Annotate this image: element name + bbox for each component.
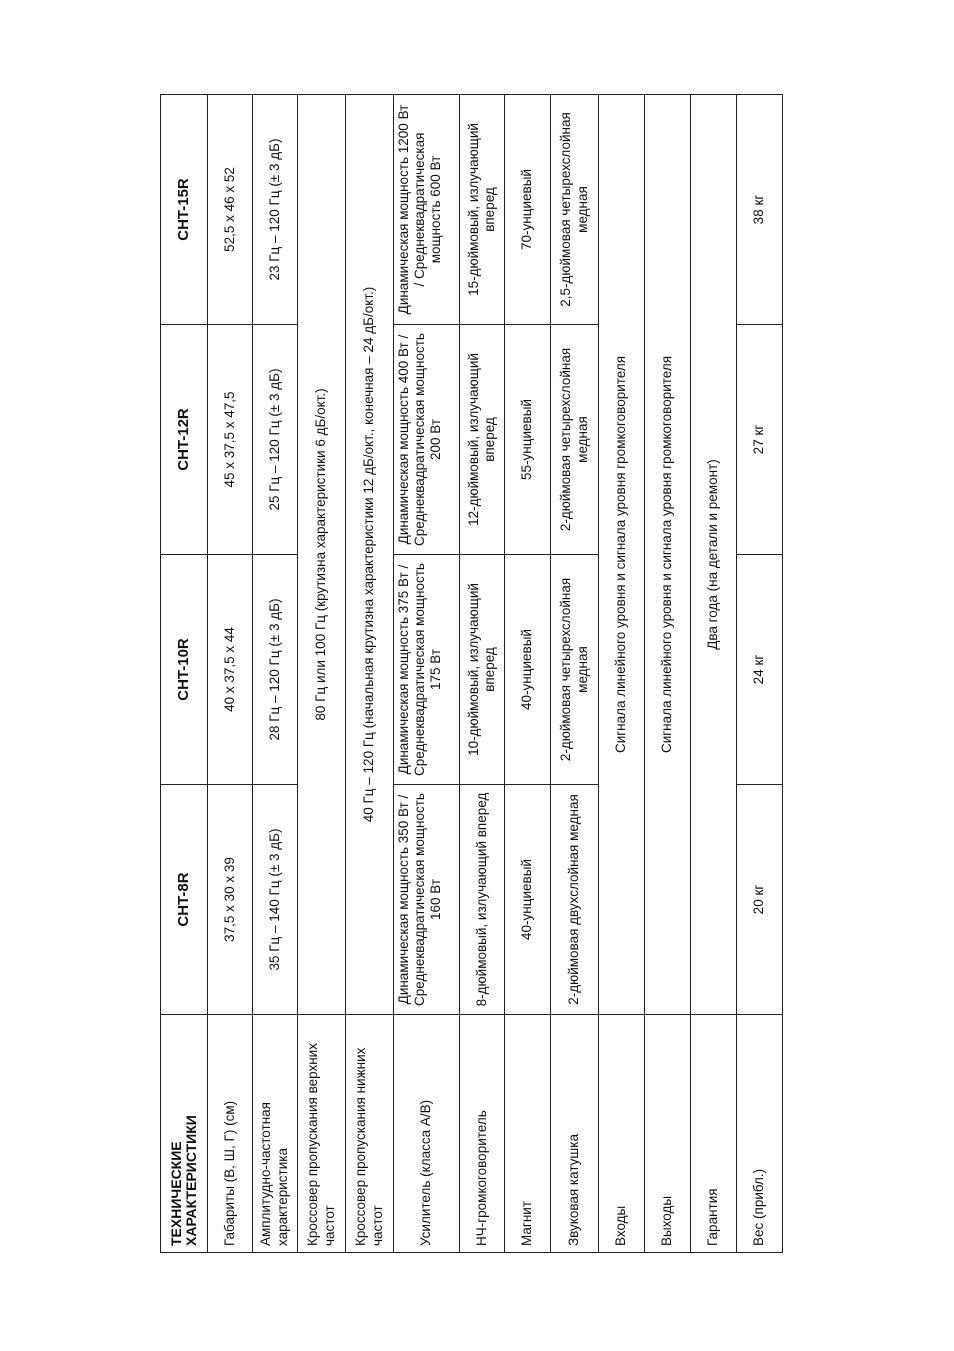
row-label: Усилитель (класса A/B) xyxy=(394,1015,460,1253)
value-cell: 2-дюймовая четырехслойная медная xyxy=(551,555,599,785)
value-cell: 70-унциевый xyxy=(505,95,551,325)
row-inputs xyxy=(599,95,645,1253)
value-cell: 2-дюймовая двухслойная медная xyxy=(551,785,599,1015)
merged-value-cell: Сигнала линейного уровня и сигнала уровня громкоговорителя xyxy=(645,95,691,1015)
value-cell: 40-унциевый xyxy=(505,555,551,785)
row-label: Кроссовер пропускания нижних частот xyxy=(346,1015,394,1253)
row-low-pass-crossover xyxy=(346,95,394,1253)
value-cell: Динамическая мощность 400 Вт / Среднеквадратическая мощность 200 Вт xyxy=(394,325,460,555)
value-cell: 28 Гц – 120 Гц (± 3 дБ) xyxy=(253,555,298,785)
value-cell: 38 кг xyxy=(737,95,783,325)
value-cell: Динамическая мощность 350 Вт / Среднеквадратическая мощность 160 Вт xyxy=(394,785,460,1015)
row-voice-coil xyxy=(551,95,599,1253)
value-cell: 25 Гц – 120 Гц (± 3 дБ) xyxy=(253,325,298,555)
value-cell: 55-унциевый xyxy=(505,325,551,555)
value-cell: 24 кг xyxy=(737,555,783,785)
value-cell: 40 x 37,5 x 44 xyxy=(208,555,253,785)
model-cht-12r: CHT-12R xyxy=(161,325,208,555)
merged-value-cell: 80 Гц или 100 Гц (крутизна характеристики 6 дБ/окт.) xyxy=(298,95,346,1015)
value-cell: 23 Гц – 120 Гц (± 3 дБ) xyxy=(253,95,298,325)
value-cell: Динамическая мощность 375 Вт / Среднеквадратическая мощность 175 Вт xyxy=(394,555,460,785)
header-row xyxy=(161,95,208,1253)
row-label: Гарантия xyxy=(691,1015,737,1253)
row-label: НЧ-громкоговоритель xyxy=(460,1015,505,1253)
value-cell: 40-унциевый xyxy=(505,785,551,1015)
rotated-spec-sheet xyxy=(160,95,782,1253)
row-label: Выходы xyxy=(645,1015,691,1253)
row-label: Габариты (В, Ш, Г) (см) xyxy=(208,1015,253,1253)
row-amplifier xyxy=(394,95,460,1253)
row-label: Магнит xyxy=(505,1015,551,1253)
value-cell: 15-дюймовый, излучающий вперед xyxy=(460,95,505,325)
header-specs-label: ТЕХНИЧЕСКИЕ ХАРАКТЕРИСТИКИ xyxy=(161,1015,208,1253)
value-cell: 45 x 37,5 x 47,5 xyxy=(208,325,253,555)
value-cell: 20 кг xyxy=(737,785,783,1015)
row-frequency-response xyxy=(253,95,298,1253)
row-woofer xyxy=(460,95,505,1253)
row-label: Входы xyxy=(599,1015,645,1253)
row-dimensions xyxy=(208,95,253,1253)
merged-value-cell: 40 Гц – 120 Гц (начальная крутизна характеристики 12 дБ/окт., конечная – 24 дБ/окт.) xyxy=(346,95,394,1015)
model-cht-8r: CHT-8R xyxy=(161,785,208,1015)
value-cell: 35 Гц – 140 Гц (± 3 дБ) xyxy=(253,785,298,1015)
row-label: Кроссовер пропускания верхних частот xyxy=(298,1015,346,1253)
value-cell: 27 кг xyxy=(737,325,783,555)
row-magnet xyxy=(505,95,551,1253)
value-cell: 52,5 x 46 x 52 xyxy=(208,95,253,325)
value-cell: 12-дюймовый, излучающий вперед xyxy=(460,325,505,555)
row-label: Вес (прибл.) xyxy=(737,1015,783,1253)
value-cell: 10-дюймовый, излучающий вперед xyxy=(460,555,505,785)
model-cht-10r: CHT-10R xyxy=(161,555,208,785)
specifications-table xyxy=(160,94,783,1253)
merged-value-cell: Два года (на детали и ремонт) xyxy=(691,95,737,1015)
row-high-pass-crossover xyxy=(298,95,346,1253)
row-weight xyxy=(737,95,783,1253)
row-label: Амплитудно-частотная характеристика xyxy=(253,1015,298,1253)
value-cell: 8-дюймовый, излучающий вперед xyxy=(460,785,505,1015)
row-warranty xyxy=(691,95,737,1253)
value-cell: 37,5 x 30 x 39 xyxy=(208,785,253,1015)
value-cell: 2-дюймовая четырехслойная медная xyxy=(551,325,599,555)
row-outputs xyxy=(645,95,691,1253)
model-cht-15r: CHT-15R xyxy=(161,95,208,325)
value-cell: Динамическая мощность 1200 Вт / Среднеквадратическая мощность 600 Вт xyxy=(394,95,460,325)
row-label: Звуковая катушка xyxy=(551,1015,599,1253)
merged-value-cell: Сигнала линейного уровня и сигнала уровня громкоговорителя xyxy=(599,95,645,1015)
value-cell: 2,5-дюймовая четырехслойная медная xyxy=(551,95,599,325)
